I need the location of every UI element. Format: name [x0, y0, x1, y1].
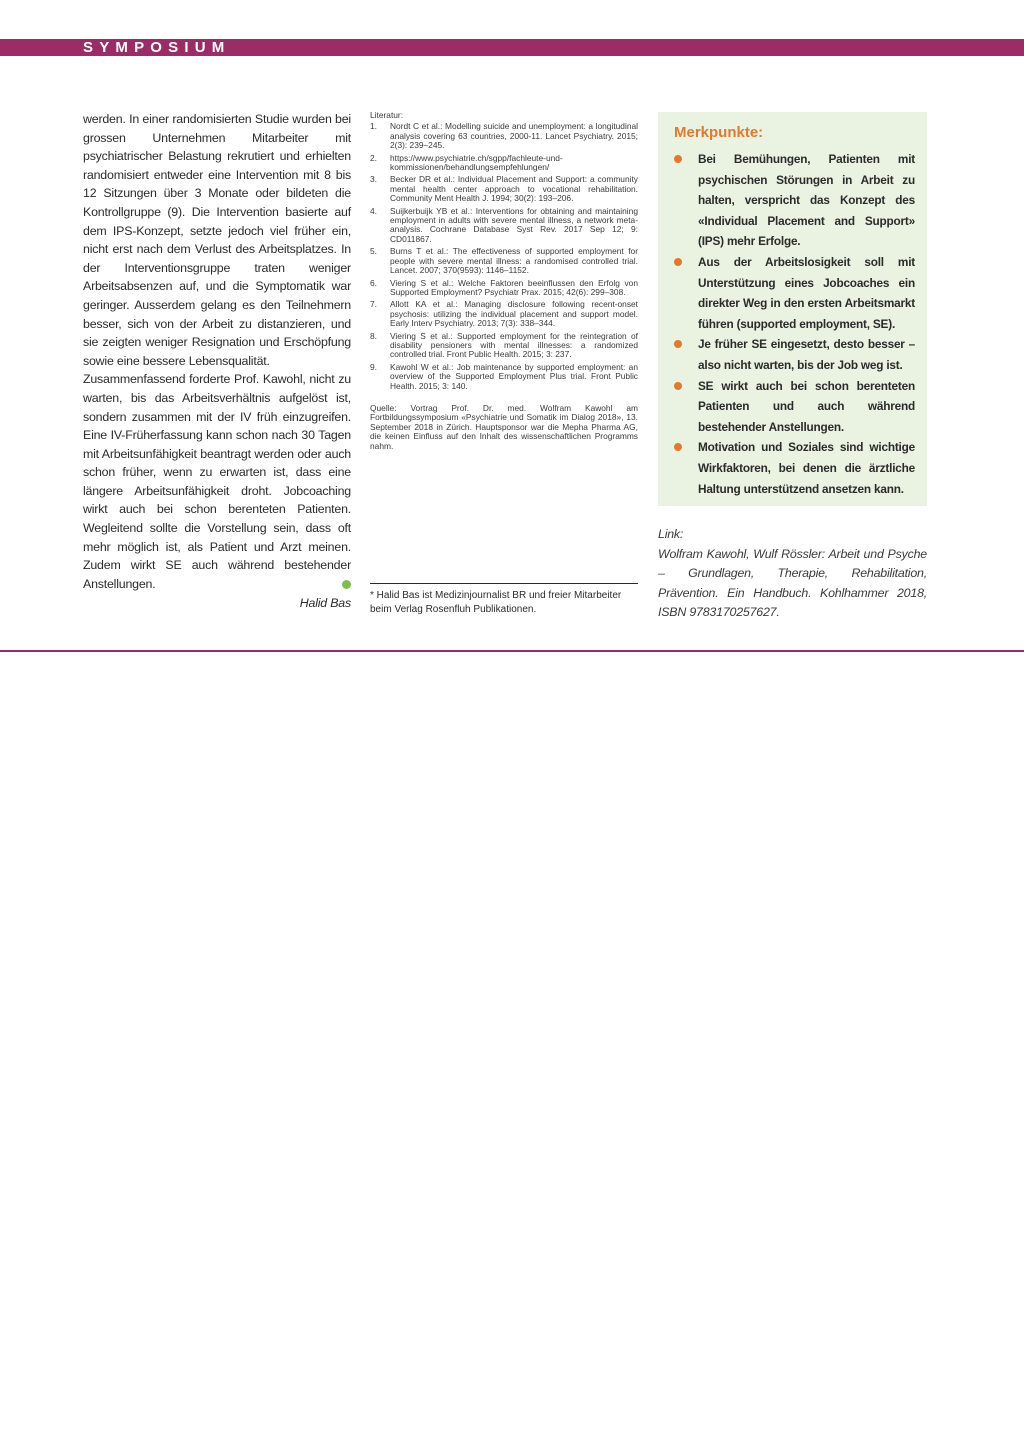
reference-item [370, 207, 638, 245]
key-point-item [674, 334, 915, 375]
reference-text: Suijkerbuijk YB et al.: Interventions for obtaining and maintaining employment in adults with severe mental illness, a network meta-analysis. Cochrane Database Syst Rev. 2017 Sep 12; 9: CD011867. [390, 205, 638, 244]
reference-number: 7. [370, 299, 377, 310]
article-paragraph-2-text: Zusammenfassend forderte Prof. Kawohl, nicht zu warten, bis das Arbeitsverhältnis aufgelöst ist, sondern zusammen mit der IV früh einzugreifen. Eine IV-Früherfassung kann schon nach 30 Tagen mit Arbeitsunfähigkeit beantragt werden oder auch schon früher, wenn zu erwarten ist, dass eine längere Arbeitsunfähigkeit droht. Jobcoaching wirkt auch bei schon berenteten Patienten. Wegleitend sollte die Vorstellung sein, dass oft mehr möglich ist, als Patient und Arzt meinen. Zudem wirkt SE auch während bestehender Anstellungen. [83, 372, 351, 591]
bullet-dot-icon [674, 382, 682, 390]
reference-number: 6. [370, 277, 377, 288]
author-footnote: * Halid Bas ist Medizinjournalist BR und freier Mitarbeiter beim Verlag Rosenfluh Publikationen. [370, 590, 622, 615]
reference-list [370, 122, 638, 391]
article-text-column [83, 110, 351, 613]
reference-item [370, 154, 638, 173]
reference-number: 8. [370, 330, 377, 341]
article-paragraph-2 [83, 370, 351, 593]
reference-item [370, 175, 638, 203]
bullet-dot-icon [674, 258, 682, 266]
reference-number: 1. [370, 121, 377, 132]
key-points-box [658, 112, 927, 506]
key-point-text: Bei Bemühungen, Patienten mit psychischen Störungen in Arbeit zu halten, verspricht das Konzept des «Individual Placement and Support» (IPS) mehr Erfolge. [698, 152, 915, 249]
key-point-item [674, 149, 915, 252]
reference-item [370, 332, 638, 360]
key-point-text: SE wirkt auch bei schon berenteten Patienten und auch während bestehender Anstellungen. [698, 378, 915, 434]
reference-text: Becker DR et al.: Individual Placement and Support: a community mental health center approach to vocational rehabilitation. Community Ment Health J. 1994; 30(2): 193–206. [390, 174, 638, 204]
reference-item [370, 363, 638, 391]
reference-text: Kawohl W et al.: Job maintenance by supported employment: an overview of the Supported Employment Plus trial. Front Public Health. 2015; 3: 140. [390, 361, 638, 391]
footnote-divider [370, 583, 638, 584]
literature-column [370, 111, 638, 451]
reference-text: Viering S et al.: Welche Faktoren beeinflussen den Erfolg von Supported Employment? Psychiatr Prax. 2015; 42(6): 299–308. [390, 277, 638, 297]
reference-item [370, 300, 638, 328]
key-point-text: Je früher SE eingesetzt, desto besser – also nicht warten, bis der Job weg ist. [698, 337, 915, 372]
link-label: Link: [658, 527, 684, 541]
reference-text: Viering S et al.: Supported employment for the reintegration of disability pensioners with mental illnesses: a randomized controlled trial. Front Public Health. 2015; 3: 237. [390, 330, 638, 360]
reference-number: 3. [370, 174, 377, 185]
key-point-text: Motivation und Soziales sind wichtige Wirkfaktoren, bei denen die ärztliche Haltung unterstützend ansetzen kann. [698, 440, 915, 496]
key-point-item [674, 437, 915, 499]
literature-title: Literatur: [370, 110, 404, 120]
reference-item [370, 247, 638, 275]
reference-item [370, 279, 638, 298]
key-point-item [674, 252, 915, 334]
section-header-bar [0, 39, 1024, 56]
reference-number: 5. [370, 246, 377, 257]
reference-text: Nordt C et al.: Modelling suicide and unemployment: a longitudinal analysis covering 63 countries, 2000-11. Lancet Psychiatry. 2015; 2(3): 239–245. [390, 121, 638, 151]
reference-text: Allott KA et al.: Managing disclosure following recent-onset psychosis: utilizing the individual placement and support model. Early Interv Psychiatry. 2013; 7(3): 338–344. [390, 299, 638, 329]
key-point-item [674, 376, 915, 438]
bullet-dot-icon [674, 155, 682, 163]
link-block [658, 525, 927, 623]
article-author: Halid Bas [299, 596, 351, 611]
reference-number: 2. [370, 152, 377, 163]
source-note: Quelle: Vortrag Prof. Dr. med. Wolfram Kawohl am Fortbildungssymposium «Psychiatrie und Somatik im Dialog 2018», 13. September 2018 in Zürich. Hauptsponsor war die Mepha Pharma AG, die keinen Einfluss auf den Inhalt des wissenschaftlichen Programms nahm. [370, 402, 638, 451]
key-points-title: Merkpunkte: [674, 124, 764, 141]
reference-text: https://www.psychiatrie.ch/sgpp/fachleute-und-kommissionen/behandlungsempfehlungen/ [390, 152, 563, 173]
section-title: SYMPOSIUM [83, 39, 231, 56]
reference-item [370, 122, 638, 150]
reference-text: Burns T et al.: The effectiveness of supported employment for people with severe mental illness: a randomised controlled trial. Lancet. 2007; 370(9593): 1146–1152. [390, 246, 638, 276]
end-of-article-dot-icon [342, 580, 351, 589]
reference-number: 9. [370, 361, 377, 372]
reference-number: 4. [370, 205, 377, 216]
bullet-dot-icon [674, 443, 682, 451]
key-points-list [674, 149, 915, 499]
article-paragraph-1: werden. In einer randomisierten Studie wurden bei grossen Unternehmen Mitarbeiter mit psychiatrischer Belastung rekrutiert und erhielten randomisiert entweder eine Intervention mit 8 bis 12 Sitzungen über 3 Monate oder bildeten die Kontrollgruppe (9). Die Intervention basierte auf dem IPS-Konzept, setzte jedoch viel früher ein, nicht erst nach dem Verlust des Arbeitsplatzes. In der Interventionsgruppe traten weniger Arbeitsabsenzen auf, und die Symptomatik war geringer. Ausserdem gelang es den Teilnehmern besser, sich von der Arbeit zu distanzieren, und sie zeigten weniger Resignation und Erschöpfung sowie eine bessere Lebensqualität. [83, 112, 351, 368]
link-reference: Wolfram Kawohl, Wulf Rössler: Arbeit und Psyche – Grundlagen, Therapie, Rehabilitation, Prävention. Ein Handbuch. Kohlhammer 2018, ISBN 9783170257627. [658, 546, 927, 619]
bullet-dot-icon [674, 340, 682, 348]
key-point-text: Aus der Arbeitslosigkeit soll mit Unterstützung eines Jobcoaches ein direkter Weg in den ersten Arbeitsmarkt führen (supported employment, SE). [698, 254, 915, 331]
bottom-divider [0, 650, 1024, 652]
